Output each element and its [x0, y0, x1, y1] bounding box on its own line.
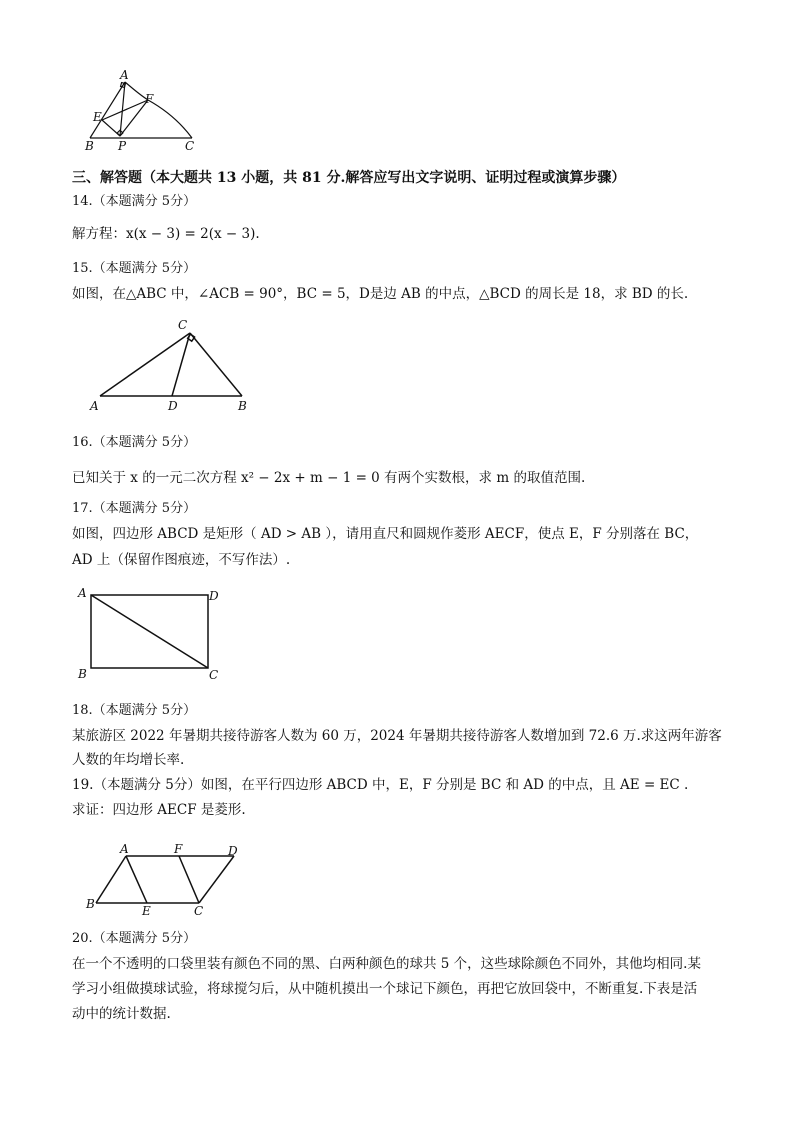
label-b: B [86, 897, 95, 911]
q14-text: 解方程：x(x − 3) = 2(x − 3). [72, 226, 260, 242]
label-e: E [93, 110, 102, 124]
label-c: C [194, 904, 204, 918]
q20-text-1: 在一个不透明的口袋里装有颜色不同的黑、白两种颜色的球共 5 个，这些球除颜色不同外，其他均相同.某 [72, 956, 701, 972]
q20-header: 20.（本题满分 5分） [72, 931, 197, 946]
q19-text-2: 求证：四边形 AECF 是菱形. [72, 802, 246, 818]
figure-triangle-efp [80, 70, 205, 152]
q17-header: 17.（本题满分 5分） [72, 501, 197, 516]
q16-header: 16.（本题满分 5分） [72, 435, 197, 450]
label-a: A [120, 68, 129, 82]
label-a: A [120, 842, 129, 856]
figure-rectangle-abcd [74, 585, 224, 685]
q15-text: 如图，在△ABC 中，∠ACB = 90°，BC = 5，D是边 AB 的中点，△BCD 的周长是 18，求 BD 的长. [72, 286, 689, 302]
label-c: C [185, 139, 195, 153]
q17-text-1: 如图，四边形 ABCD 是矩形（ AD > AB ），请用直尺和圆规作菱形 AECF，使点 E，F 分别落在 BC， [72, 526, 699, 542]
q18-text-1: 某旅游区 2022 年暑期共接待游客人数为 60 万，2024 年暑期共接待游客人数增加到 72.6 万.求这两年游客 [72, 728, 722, 744]
figure-parallelogram-abcd [84, 838, 249, 918]
label-b: B [238, 399, 247, 413]
label-f: F [145, 92, 154, 106]
label-p: P [118, 139, 127, 153]
label-c: C [178, 318, 188, 332]
label-b: B [78, 667, 87, 681]
label-d: D [228, 844, 238, 858]
label-a: A [90, 399, 99, 413]
label-b: B [85, 139, 94, 153]
q16-text: 已知关于 x 的一元二次方程 x² − 2x + m − 1 = 0 有两个实数根，求 m 的取值范围. [72, 470, 586, 486]
q17-text-2: AD 上（保留作图痕迹，不写作法）. [72, 552, 291, 568]
label-d: D [209, 589, 219, 603]
q20-text-3: 动中的统计数据. [72, 1006, 171, 1022]
q18-text-2: 人数的年均增长率. [72, 752, 185, 768]
label-e: E [142, 904, 151, 918]
label-c: C [209, 668, 219, 682]
q18-header: 18.（本题满分 5分） [72, 703, 197, 718]
section-heading: 三、解答题（本大题共 13 小题，共 81 分.解答应写出文字说明、证明过程或演算步骤） [72, 170, 626, 186]
q19-text-1: 19.（本题满分 5分）如图，在平行四边形 ABCD 中，E，F 分别是 BC 和 AD 的中点，且 AE = EC . [72, 777, 689, 793]
label-d: D [168, 399, 178, 413]
label-f: F [174, 842, 183, 856]
label-a: A [78, 586, 87, 600]
q20-text-2: 学习小组做摸球试验，将球搅匀后，从中随机摸出一个球记下颜色，再把它放回袋中，不断重复.下表是活 [72, 981, 698, 997]
q15-header: 15.（本题满分 5分） [72, 261, 197, 276]
q14-header: 14.（本题满分 5分） [72, 194, 197, 209]
figure-triangle-abc [82, 313, 262, 413]
